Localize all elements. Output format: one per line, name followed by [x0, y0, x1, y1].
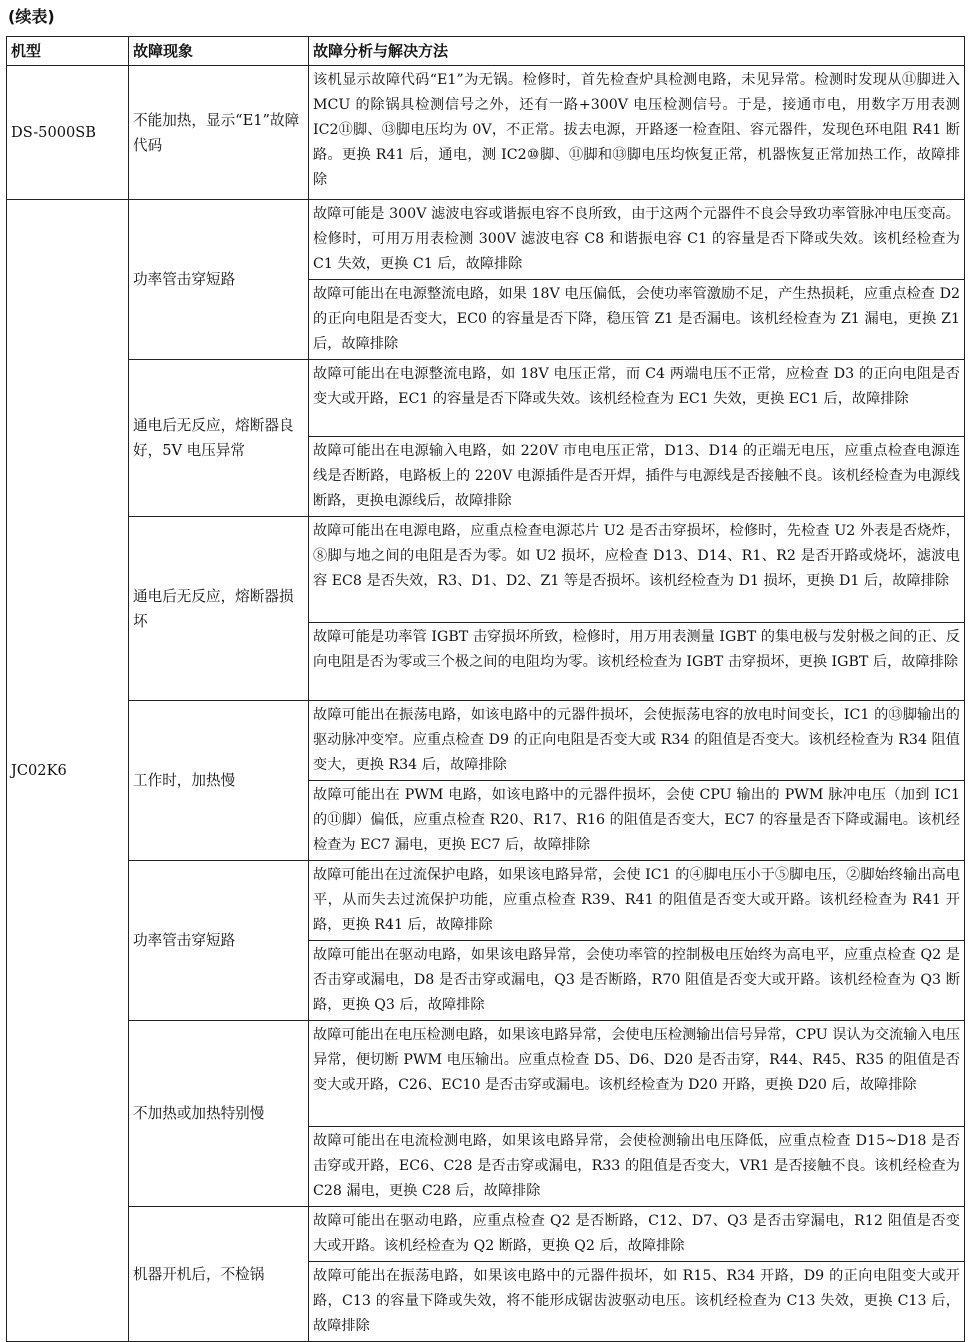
analysis-cell: 故障可能出在电流检测电路，如果该电路异常，会使检测输出电压降低，应重点检查 D15~D18 是否击穿或开路，EC6、C28 是否击穿或漏电，R33 的阻值是否变大，VR1 是否接触不良。该机经检查为 C28 漏电，更换 C28 后，故障排除 — [309, 1127, 965, 1207]
symptom-cell: 不加热或加热特别慢 — [129, 1021, 309, 1207]
analysis-cell: 故障可能出在电源整流电路，如果 18V 电压偏低，会使功率管激励不足，产生热损耗，应重点检查 D2 的正向电阻是否变大，EC0 的容量是否下降，稳压管 Z1 是否漏电。该机经检查为 Z1 漏电，更换 Z1 后，故障排除 — [309, 280, 965, 360]
analysis-cell: 故障可能出在驱动电路，如果该电路异常，会使功率管的控制极电压始终为高电平，应重点检查 Q2 是否击穿或漏电，D8 是否击穿或漏电，Q3 是否断路，R70 阻值是否变大或开路。该机经检查为 Q3 断路，更换 Q3 后，故障排除 — [309, 941, 965, 1021]
fault-table — [6, 36, 965, 1342]
symptom-cell: 通电后无反应，熔断器良好，5V 电压异常 — [129, 360, 309, 517]
analysis-cell: 故障可能是功率管 IGBT 击穿损坏所致，检修时，用万用表测量 IGBT 的集电极与发射极之间的正、反向电阻是否为零或三个极之间的电阻均为零。该机经检查为 IGBT 击穿损坏，更换 IGBT 后，故障排除 — [309, 623, 965, 701]
analysis-cell: 故障可能是 300V 滤波电容或谐振电容不良所致，由于这两个元器件不良会导致功率管脉冲电压变高。检修时，可用万用表检测 300V 滤波电容 C8 和谐振电容 C1 的容量是否下降或失效。该机经检查为 C1 失效，更换 C1 后，故障排除 — [309, 200, 965, 280]
analysis-cell: 故障可能出在电源整流电路，如 18V 电压正常，而 C4 两端电压不正常，应检查 D3 的正向电阻是否变大或开路，EC1 的容量是否下降或失效。该机经检查为 EC1 失效，更换 EC1 后，故障排除 — [309, 360, 965, 437]
table-row — [7, 517, 965, 623]
model-cell: DS-5000SB — [7, 66, 129, 200]
symptom-cell: 不能加热，显示“E1”故障代码 — [129, 66, 309, 200]
analysis-cell: 故障可能出在电压检测电路，如果该电路异常，会使电压检测输出信号异常，CPU 误认为交流输入电压异常，便切断 PWM 电压输出。应重点检查 D5、D6、D20 是否击穿，R44、R45、R35 的阻值是否变大或开路，C26、EC10 是否击穿或漏电。该机经检查为 D20 开路，更换 D20 后，故障排除 — [309, 1021, 965, 1127]
analysis-cell: 故障可能出在振荡电路，如该电路中的元器件损坏，会使振荡电容的放电时间变长，IC1 的⑬脚输出的驱动脉冲变窄。应重点检查 D9 的正向电阻是否变大或 R34 的阻值是否变大。该机经检查为 R34 阻值变大，更换 R34 后，故障排除 — [309, 701, 965, 781]
header-analysis: 故障分析与解决方法 — [309, 37, 965, 66]
symptom-cell: 通电后无反应，熔断器损坏 — [129, 517, 309, 701]
analysis-cell: 故障可能出在振荡电路，如果该电路中的元器件损坏，如 R15、R34 开路，D9 的正向电阻变大或开路，C13 的容量下降或失效，将不能形成锯齿波驱动电压。该机经检查为 C13 失效，更换 C13 后，故障排除 — [309, 1262, 965, 1342]
analysis-cell: 故障可能出在电源输入电路，如 220V 市电电压正常，D13、D14 的正端无电压，应重点检查电源连线是否断路，电路板上的 220V 电源插件是否开焊，插件与电源线是否接触不良。该机经检查为电源线断路，更换电源线后，故障排除 — [309, 437, 965, 517]
table-row — [7, 1207, 965, 1262]
table-row — [7, 200, 965, 280]
table-row — [7, 1021, 965, 1127]
header-row — [7, 37, 965, 66]
symptom-cell: 机器开机后，不检锅 — [129, 1207, 309, 1342]
analysis-cell: 故障可能出在 PWM 电路，如该电路中的元器件损坏，会使 CPU 输出的 PWM 脉冲电压（加到 IC1 的⑪脚）偏低，应重点检查 R20、R17、R16 的阻值是否变大，EC7 的容量是否下降或漏电。该机经检查为 EC7 漏电，更换 EC7 后，故障排除 — [309, 781, 965, 861]
symptom-cell: 功率管击穿短路 — [129, 861, 309, 1021]
table-row — [7, 701, 965, 781]
header-model: 机型 — [7, 37, 129, 66]
symptom-cell: 工作时，加热慢 — [129, 701, 309, 861]
analysis-cell: 该机显示故障代码“E1”为无锅。检修时，首先检查炉具检测电路，未见异常。检测时发现从⑪脚进入 MCU 的除锅具检测信号之外，还有一路+300V 电压检测信号。于是，接通市电，用数字万用表测 IC2⑪脚、⑬脚电压均为 0V，不正常。拔去电源，开路逐一检查阻、容元器件，发现色环电阻 R41 断路。更换 R41 后，通电，测 IC2⑩脚、⑪脚和⑬脚电压均恢复正常，机器恢复正常加热工作，故障排除 — [309, 66, 965, 200]
model-cell: JC02K6 — [7, 200, 129, 1342]
table-row — [7, 66, 965, 200]
table-row — [7, 360, 965, 437]
header-symptom: 故障现象 — [129, 37, 309, 66]
analysis-cell: 故障可能出在驱动电路，应重点检查 Q2 是否断路，C12、D7、Q3 是否击穿漏电，R12 阻值是否变大或开路。该机经检查为 Q2 断路，更换 Q2 后，故障排除 — [309, 1207, 965, 1262]
continued-caption: (续表) — [8, 7, 55, 26]
analysis-cell: 故障可能出在电源电路，应重点检查电源芯片 U2 是否击穿损坏，检修时，先检查 U2 外表是否烧炸，⑧脚与地之间的电阻是否为零。如 U2 损坏，应检查 D13、D14、R1、R2 是否开路或烧坏，滤波电容 EC8 是否失效，R3、D1、D2、Z1 等是否损坏。该机经检查为 D1 损坏，更换 D1 后，故障排除 — [309, 517, 965, 623]
analysis-cell: 故障可能出在过流保护电路，如果该电路异常，会使 IC1 的④脚电压小于⑤脚电压，②脚始终输出高电平，从而失去过流保护功能，应重点检查 R39、R41 的阻值是否变大或开路。该机经检查为 R41 开路，更换 R41 后，故障排除 — [309, 861, 965, 941]
table-row — [7, 861, 965, 941]
symptom-cell: 功率管击穿短路 — [129, 200, 309, 360]
